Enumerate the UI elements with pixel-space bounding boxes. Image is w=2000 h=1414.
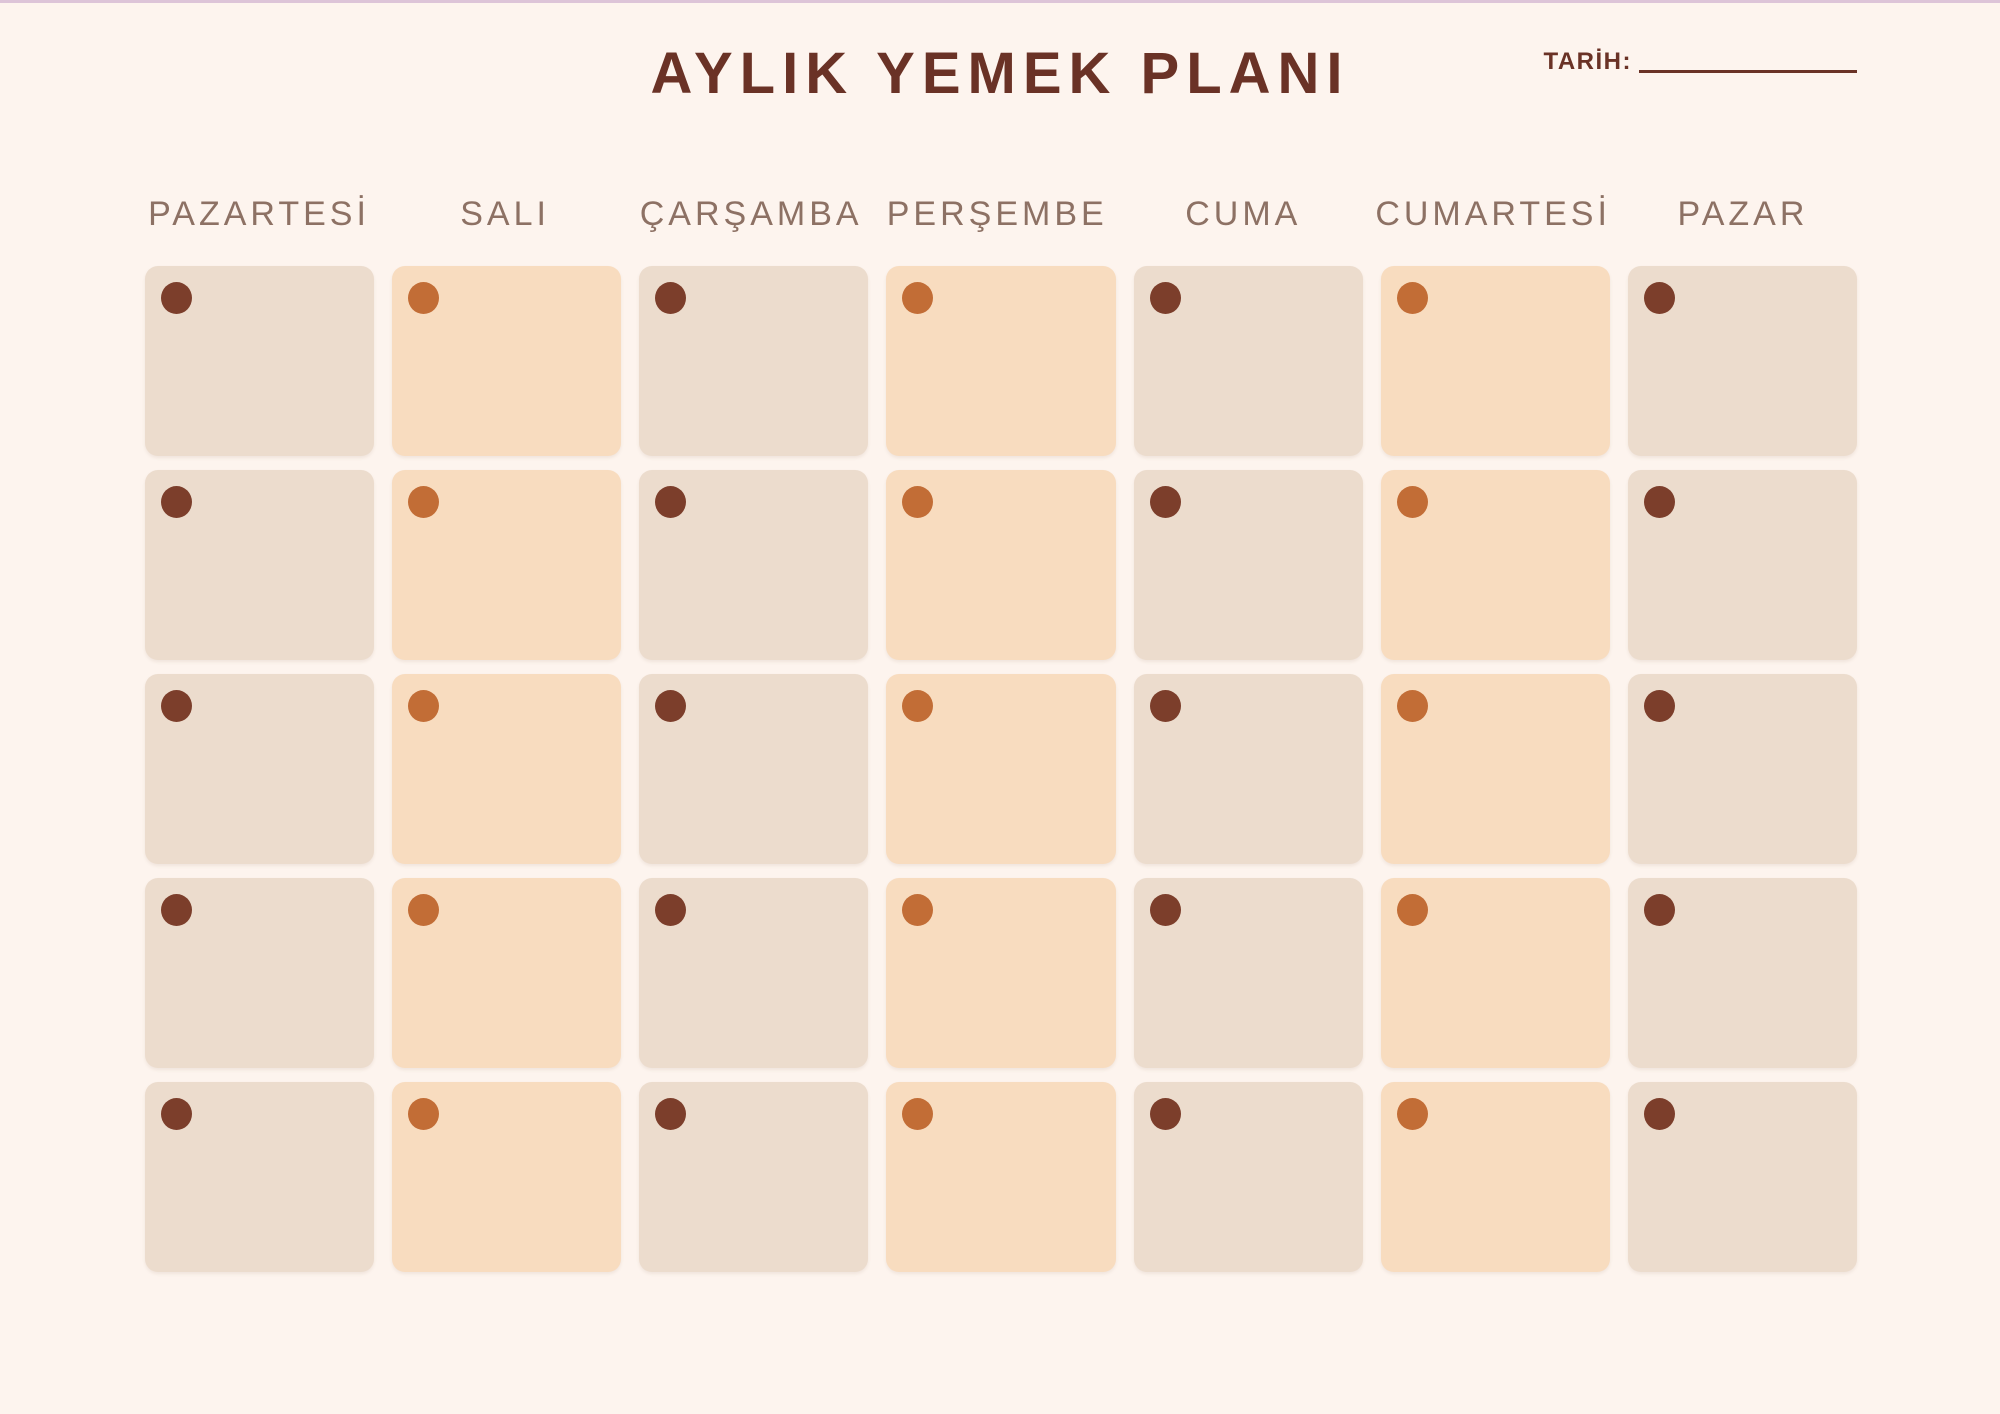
meal-cell: [1381, 878, 1610, 1068]
meal-cell: [1628, 878, 1857, 1068]
meal-cell: [639, 470, 868, 660]
dot-icon: [161, 1098, 192, 1130]
meal-cell: [1628, 266, 1857, 456]
dot-icon: [1150, 486, 1181, 518]
dot-icon: [1150, 282, 1181, 314]
page-title: AYLIK YEMEK PLANI: [650, 41, 1350, 106]
dot-icon: [902, 1098, 933, 1130]
meal-cell: [639, 878, 868, 1068]
dot-icon: [1644, 486, 1675, 518]
dot-icon: [1397, 282, 1428, 314]
meal-cell: [1134, 878, 1363, 1068]
dot-icon: [1644, 1098, 1675, 1130]
dot-icon: [902, 690, 933, 722]
meal-cell: [886, 878, 1115, 1068]
date-field: [1543, 50, 1857, 74]
dot-icon: [161, 486, 192, 518]
dot-icon: [1397, 894, 1428, 926]
dot-icon: [1150, 1098, 1181, 1130]
dot-icon: [408, 282, 439, 314]
weekday-header: PAZAR: [1677, 195, 1809, 233]
dot-icon: [161, 894, 192, 926]
dot-icon: [1644, 690, 1675, 722]
meal-cell: [886, 674, 1115, 864]
dot-icon: [902, 486, 933, 518]
dot-icon: [902, 282, 933, 314]
dot-icon: [1150, 690, 1181, 722]
dot-icon: [902, 894, 933, 926]
weekday-header-row: [145, 196, 1857, 232]
meal-cell: [145, 674, 374, 864]
meal-cell: [1134, 674, 1363, 864]
meal-cell: [392, 674, 621, 864]
meal-cell: [1134, 1082, 1363, 1272]
meal-cell: [639, 1082, 868, 1272]
dot-icon: [1150, 894, 1181, 926]
dot-icon: [408, 486, 439, 518]
dot-icon: [655, 486, 686, 518]
meal-cell: [392, 1082, 621, 1272]
dot-icon: [1644, 282, 1675, 314]
dot-icon: [161, 282, 192, 314]
meal-cell: [145, 878, 374, 1068]
calendar-grid: [145, 196, 1857, 1272]
dot-icon: [655, 1098, 686, 1130]
dot-icon: [1644, 894, 1675, 926]
meal-cell: [392, 878, 621, 1068]
dot-icon: [1397, 486, 1428, 518]
meal-cell: [886, 266, 1115, 456]
dot-icon: [161, 690, 192, 722]
meal-cell: [1381, 674, 1610, 864]
meal-cell: [886, 1082, 1115, 1272]
meal-cell: [145, 1082, 374, 1272]
dot-icon: [408, 690, 439, 722]
meal-cell: [1381, 266, 1610, 456]
dot-icon: [1397, 1098, 1428, 1130]
weekday-header: CUMA: [1185, 195, 1302, 233]
meal-cell: [392, 470, 621, 660]
meal-cell: [639, 674, 868, 864]
date-blank-line: [1639, 70, 1857, 73]
meal-cell: [392, 266, 621, 456]
top-accent-strip: [0, 0, 2000, 3]
meal-cell: [1134, 266, 1363, 456]
meal-cell-grid: [145, 266, 1857, 1272]
dot-icon: [1397, 690, 1428, 722]
meal-cell: [1381, 470, 1610, 660]
weekday-header: ÇARŞAMBA: [639, 195, 863, 233]
meal-cell: [1628, 674, 1857, 864]
meal-cell: [145, 470, 374, 660]
date-label: TARİH:: [1543, 48, 1632, 75]
meal-cell: [1381, 1082, 1610, 1272]
meal-cell: [639, 266, 868, 456]
meal-cell: [1628, 470, 1857, 660]
meal-cell: [145, 266, 374, 456]
dot-icon: [655, 690, 686, 722]
meal-cell: [886, 470, 1115, 660]
meal-cell: [1134, 470, 1363, 660]
weekday-header: PAZARTESİ: [148, 195, 370, 233]
dot-icon: [655, 282, 686, 314]
dot-icon: [408, 1098, 439, 1130]
dot-icon: [655, 894, 686, 926]
dot-icon: [408, 894, 439, 926]
weekday-header: PERŞEMBE: [886, 195, 1108, 233]
weekday-header: CUMARTESİ: [1375, 195, 1611, 233]
weekday-header: SALI: [460, 195, 550, 233]
meal-cell: [1628, 1082, 1857, 1272]
